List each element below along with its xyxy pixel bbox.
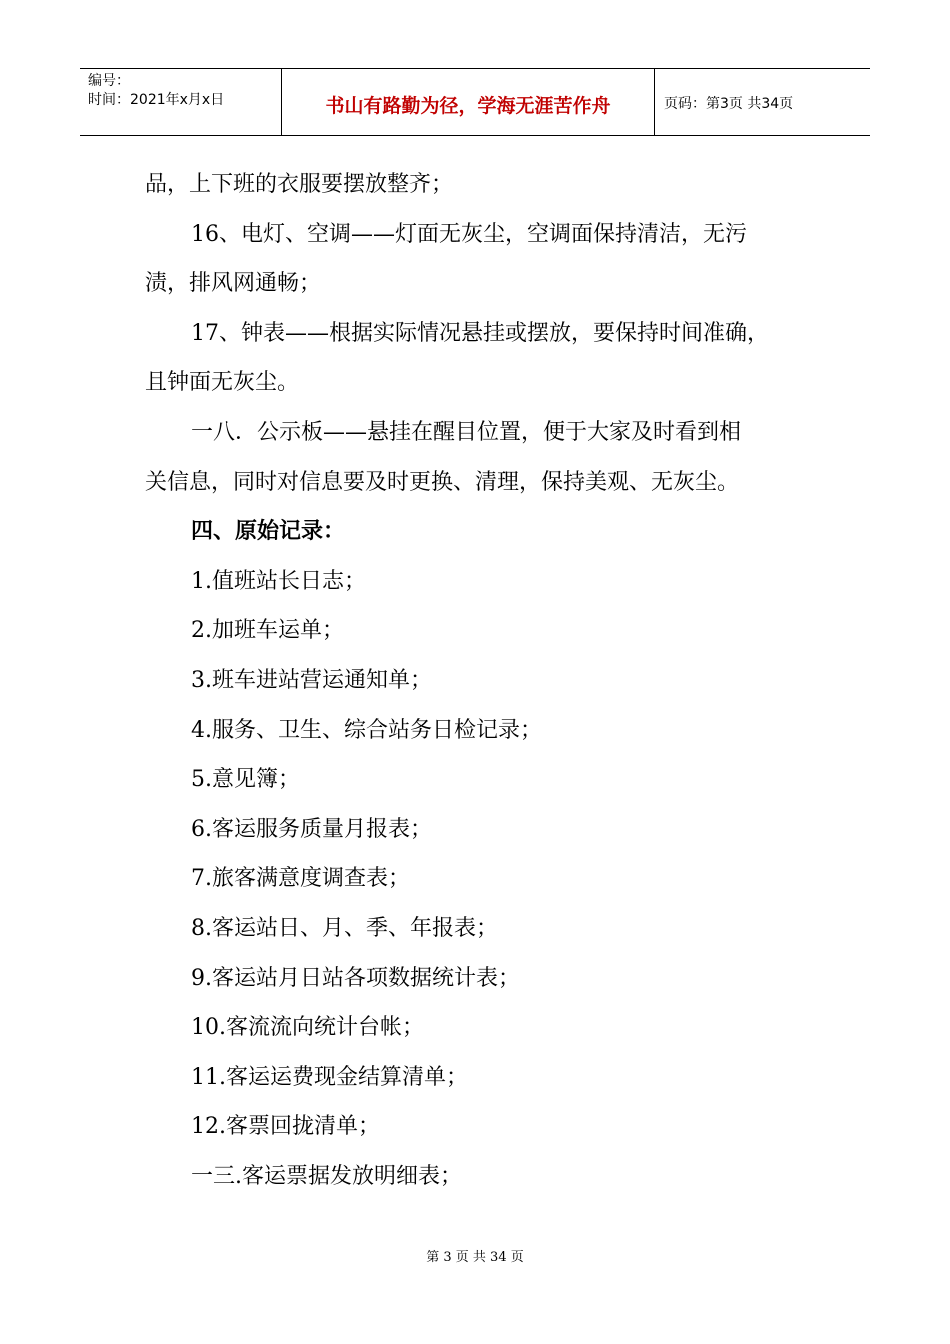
header-page-info: 页码：第3页 共34页 bbox=[664, 96, 794, 112]
section-heading: 四、原始记录： bbox=[191, 519, 346, 545]
header-meta-cell bbox=[80, 69, 282, 135]
header-motto: 书山有路勤为径，学海无涯苦作舟 bbox=[282, 69, 655, 135]
list-item: 11.客运运费现金结算清单； bbox=[191, 1064, 468, 1090]
list-item: 4.服务、卫生、综合站务日检记录； bbox=[191, 717, 542, 743]
paragraph-line: 品，上下班的衣服要摆放整齐； bbox=[145, 172, 454, 197]
page-header bbox=[80, 68, 870, 136]
list-item: 5.意见簿； bbox=[191, 767, 300, 793]
list-item: 1.值班站长日志； bbox=[191, 568, 366, 594]
paragraph-line: 渍，排风网通畅； bbox=[145, 271, 322, 297]
list-item: 8.客运站日、月、季、年报表； bbox=[191, 915, 498, 941]
list-item: 2.加班车运单； bbox=[191, 618, 344, 644]
paragraph-line: 且钟面无灰尘。 bbox=[145, 370, 300, 396]
list-item: 3.班车进站营运通知单； bbox=[191, 667, 432, 693]
list-item: 7.旅客满意度调查表； bbox=[191, 866, 410, 892]
paragraph-line: 17、钟表——根据实际情况悬挂或摆放，要保持时间准确， bbox=[191, 320, 769, 346]
list-item: 10.客流流向统计台帐； bbox=[191, 1015, 424, 1041]
paragraph-line: 一八．公示板——悬挂在醒目位置，便于大家及时看到相 bbox=[191, 419, 742, 445]
document-number-label: 编号： bbox=[88, 73, 130, 89]
list-item: 9.客运站月日站各项数据统计表； bbox=[191, 965, 520, 991]
list-item: 12.客票回拢清单； bbox=[191, 1114, 380, 1140]
paragraph-line: 16、电灯、空调——灯面无灰尘，空调面保持清洁，无污 bbox=[191, 221, 747, 247]
list-item: 一三.客运票据发放明细表； bbox=[191, 1163, 462, 1189]
page-footer: 第 3 页 共 34 页 bbox=[426, 1250, 524, 1265]
paragraph-line: 关信息，同时对信息要及时更换、清理，保持美观、无灰尘。 bbox=[145, 469, 740, 495]
list-item: 6.客运服务质量月报表； bbox=[191, 816, 432, 842]
document-date-label: 时间：2021年x月x日 bbox=[88, 92, 225, 108]
document-body bbox=[145, 160, 815, 1201]
